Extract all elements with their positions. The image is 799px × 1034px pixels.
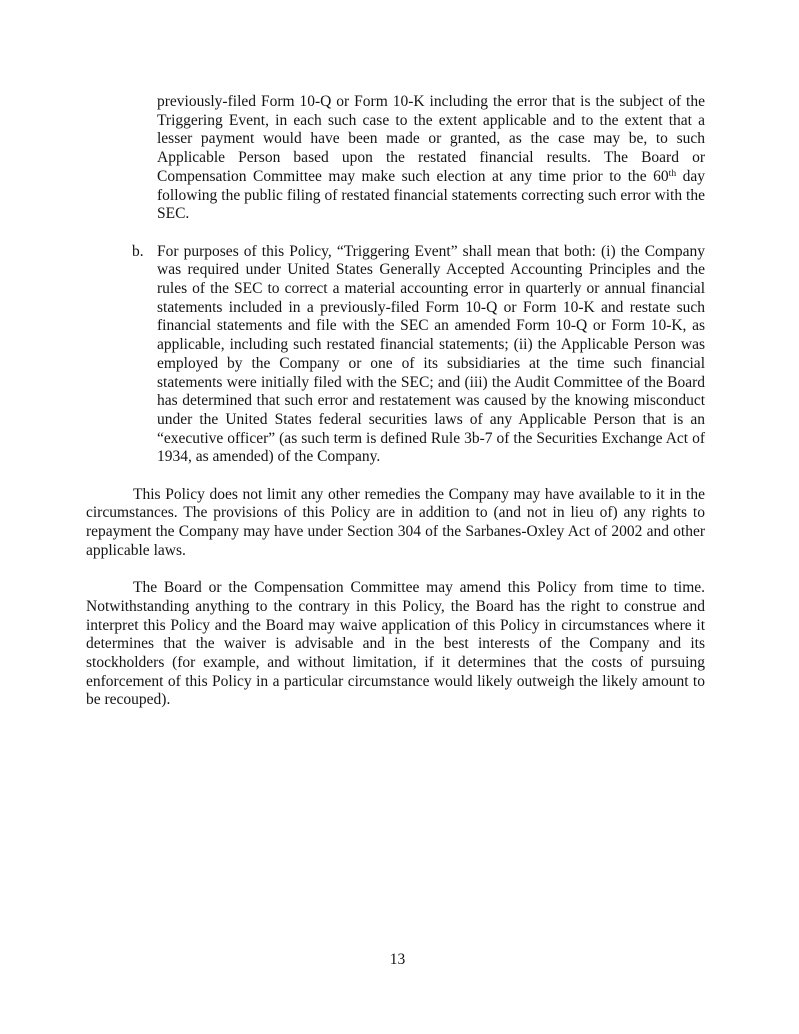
document-body	[86, 93, 705, 710]
list-item-b-text: For purposes of this Policy, “Triggering Event” shall mean that both: (i) the Company was required under United States Generally Accepted Accounting Principles and the rules of the SEC to correct a material accounting error in quarterly or annual financial statements included in a previously-filed Form 10-Q or Form 10-K and restate such financial statements and file with the SEC an amended Form 10-Q or Form 10-K, as applicable, including such restated financial statements; (ii) the Applicable Person was employed by the Company or one of its subsidiaries at the time such financial statements were initially filed with the SEC; and (iii) the Audit Committee of the Board has determined that such error and restatement was caused by the knowing misconduct under the United States federal securities laws of any Applicable Person that is an “executive officer” (as such term is defined Rule 3b-7 of the Securities Exchange Act of 1934, as amended) of the Company.	[157, 242, 705, 466]
item-a-text-before-superscript: previously-filed Form 10-Q or Form 10-K including the error that is the subject of the Triggering Event, in each such case to the extent applicable and to the extent that a lesser payment would have been made or granted, as the case may be, to such Applicable Person based upon the restated financial results. The Board or Compensation Committee may make such election at any time prior to the 60	[157, 93, 705, 185]
ordinal-superscript: th	[668, 167, 677, 179]
item-a-text-after-superscript: day following the public filing of restated financial statements correcting such error with the SEC.	[157, 167, 705, 223]
list-item-b	[132, 242, 705, 467]
paragraph-amendment: The Board or the Compensation Committee may amend this Policy from time to time. Notwithstanding anything to the contrary in this Policy, the Board has the right to construe and interpret this Policy and the Board may waive application of this Policy in circumstances where it determines that the waiver is advisable and in the best interests of the Company and its stockholders (for example, and without limitation, if it determines that the costs of pursuing enforcement of this Policy in a particular circumstance would likely outweigh the likely amount to be recouped).	[86, 579, 705, 709]
page-number: 13	[389, 951, 406, 968]
paragraph-item-a-continuation	[157, 93, 705, 224]
paragraph-remedies: This Policy does not limit any other remedies the Company may have available to it in the circumstances. The provisions of this Policy are in addition to (and not in lieu of) any rights to repayment the Company may have under Section 304 of the Sarbanes-Oxley Act of 2002 and other applicable laws.	[86, 485, 705, 559]
list-item-b-marker: b.	[132, 242, 144, 260]
